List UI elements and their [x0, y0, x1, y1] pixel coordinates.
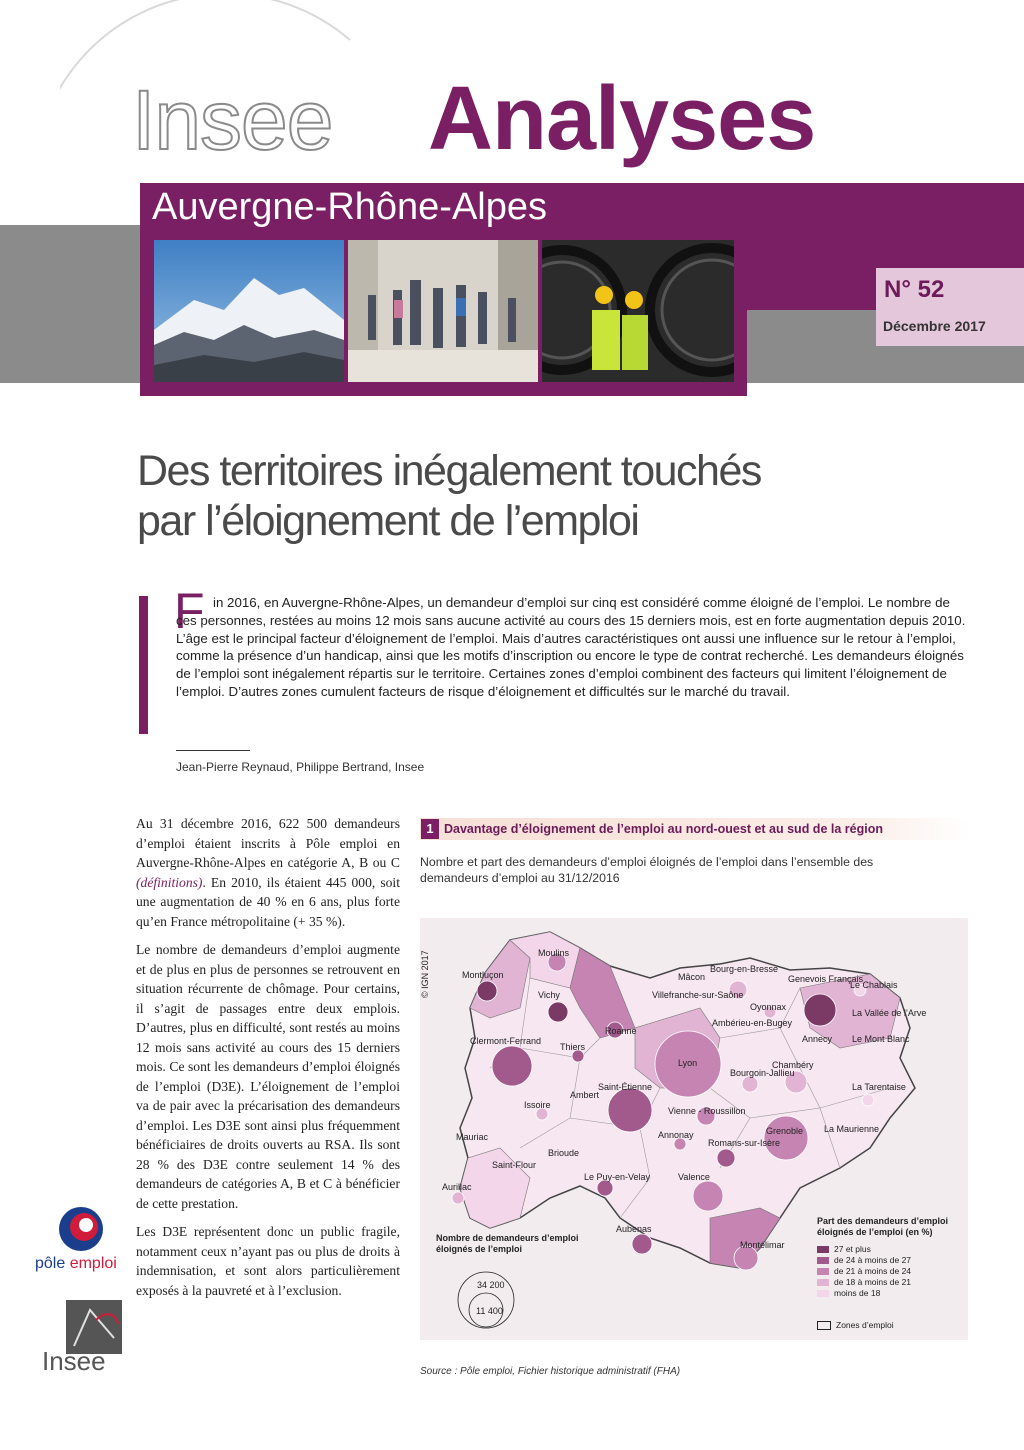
- figure-subtitle: Nombre et part des demandeurs d’emploi éloignés de l’emploi dans l’ensemble des demandeurs d’emploi au 31/12/2016: [420, 855, 874, 885]
- map-label-annonay: Annonay: [658, 1130, 694, 1140]
- map-label-bourgoin-jallieu: Bourgoin-Jallieu: [730, 1068, 795, 1078]
- map-label-la-vall-e-de-l-arve: La Vallée de l’Arve: [852, 1008, 927, 1018]
- share-legend-row: [817, 1244, 871, 1254]
- map-label-le-puy-en-velay: Le Puy-en-Velay: [584, 1172, 651, 1182]
- circle-romans: [717, 1149, 735, 1167]
- map-label-mont-limar: Montélimar: [740, 1240, 785, 1250]
- issue-date: Décembre 2017: [883, 318, 986, 334]
- map-label-le-chablais: Le Chablais: [850, 980, 898, 990]
- region-name: Auvergne-Rhône-Alpes: [152, 186, 548, 228]
- map-label-montlu-on: Montluçon: [462, 970, 504, 980]
- circle-bourgoin: [742, 1076, 758, 1092]
- map-label-mauriac: Mauriac: [456, 1132, 489, 1142]
- count-legend-title: Nombre de demandeurs d’emploi éloignés de l’emploi: [436, 1233, 579, 1254]
- circle-le-puy: [597, 1180, 613, 1196]
- map-label-villefranche-sur-sa-ne: Villefranche-sur-Saône: [652, 990, 744, 1000]
- map-label-roanne: Roanne: [605, 1026, 637, 1036]
- share-legend-row: [817, 1288, 880, 1298]
- workers-photo: [542, 240, 734, 382]
- share-legend-title: Part des demandeurs d’emploi éloignés de l’emploi (en %): [817, 1216, 949, 1237]
- map-label-aubenas: Aubenas: [616, 1224, 652, 1234]
- map-label-ambert: Ambert: [570, 1090, 600, 1100]
- share-legend-swatch: [817, 1268, 829, 1275]
- map-label-oyonnax: Oyonnax: [750, 1002, 787, 1012]
- circle-annecy: [804, 994, 836, 1026]
- circle-valence: [693, 1181, 723, 1211]
- title-line-2: par l’éloignement de l’emploi: [137, 497, 639, 545]
- share-legend-label: moins de 18: [834, 1288, 881, 1298]
- map-label-grenoble: Grenoble: [766, 1126, 804, 1136]
- share-legend-swatch: [817, 1257, 829, 1264]
- brand-insee: Insee: [132, 73, 333, 167]
- map-copyright: © IGN 2017: [420, 950, 430, 998]
- map-label-moulins: Moulins: [538, 948, 570, 958]
- author-divider: [176, 750, 250, 751]
- title-line-1: Des territoires inégalement touchés: [137, 447, 761, 495]
- circle-clermont: [492, 1046, 532, 1086]
- share-legend-row: [817, 1277, 911, 1287]
- body-paragraph-1: Au 31 décembre 2016, 622 500 demandeurs d’emploi étaient inscrits à Pôle emploi en Auvergne-Rhône-Alpes en catégorie A, B ou C (définitions). En 2010, ils étaient 445 000, soit une augmentation de 40 % en 6 ans, plus forte qu’en France métropolitaine (+ 35 %).: [136, 816, 400, 929]
- definitions-link[interactable]: (définitions): [136, 874, 203, 890]
- lead-accent-bar: [139, 596, 148, 734]
- circle-montlucon: [477, 981, 497, 1001]
- figure-source: Source : Pôle emploi, Fichier historique administratif (FHA): [420, 1366, 681, 1377]
- pole-emploi-wordmark: pôle emploi: [35, 1255, 117, 1272]
- map-label-genevois-fran-ais: Genevois Français: [788, 974, 864, 984]
- figure-number: 1: [421, 819, 439, 839]
- map-label-amb-rieu-en-bugey: Ambérieu-en-Bugey: [712, 1018, 793, 1028]
- map-label-valence: Valence: [678, 1172, 710, 1182]
- article-title: [137, 446, 761, 546]
- map-label-annecy: Annecy: [802, 1034, 833, 1044]
- issue-number: N° 52: [884, 276, 945, 303]
- map-label-vienne-roussillon: Vienne - Roussillon: [668, 1106, 746, 1116]
- authors: Jean-Pierre Reynaud, Philippe Bertrand, Insee: [176, 760, 425, 774]
- share-legend-swatch: [817, 1279, 829, 1286]
- brand-analyses: Analyses: [428, 69, 816, 169]
- share-legend-label: de 24 à moins de 27: [834, 1255, 912, 1265]
- map-label-la-maurienne: La Maurienne: [824, 1124, 880, 1134]
- map-label-issoire: Issoire: [524, 1100, 551, 1110]
- map-label-saint-tienne: Saint-Étienne: [598, 1082, 653, 1092]
- body-text: [136, 814, 400, 1309]
- map-label-la-tarentaise: La Tarentaise: [852, 1082, 906, 1092]
- map-label-aurillac: Aurillac: [442, 1182, 472, 1192]
- map-label-clermont-ferrand: Clermont-Ferrand: [470, 1036, 542, 1046]
- map-label-m-con: Mâcon: [678, 972, 706, 982]
- map-label-bourg-en-bresse: Bourg-en-Bresse: [710, 964, 779, 974]
- count-legend-small-label: 11 400: [476, 1306, 503, 1316]
- insee-logo-wordmark: Insee: [42, 1346, 106, 1376]
- share-legend-label: 27 et plus: [834, 1244, 871, 1254]
- mountain-photo: [154, 240, 344, 382]
- share-legend-row: [817, 1266, 911, 1276]
- zone-legend-swatch: [817, 1321, 831, 1330]
- circle-tarentaise: [862, 1094, 874, 1106]
- lead-paragraph: in 2016, en Auvergne-Rhône-Alpes, un demandeur d’emploi sur cinq est considéré comme éloigné de l’emploi. Le nombre de ces personnes, restées au moins 12 mois sans aucune activité au cours des 15 derniers mois, est en forte augmentation depuis 2010. L’âge est le principal facteur d’éloignement de l’emploi. Mais d’autres caractéristiques ont aussi une influence sur le retour à l’emploi, comme la présence d’un handicap, ainsi que les motifs d’inscription ou encore le type de contrat recherché. Les demandeurs éloignés de l’emploi sont inégalement répartis sur le territoire. Certaines zones d’emploi combinent des facteurs qui limitent l’éloignement de l’emploi. D’autres zones cumulent facteurs de risque d’éloignement et difficultés sur le marché du travail.: [176, 595, 966, 699]
- share-legend-swatch: [817, 1290, 829, 1297]
- crowd-photo: [348, 240, 538, 382]
- share-legend-label: de 21 à moins de 24: [834, 1266, 912, 1276]
- map-label-thiers: Thiers: [560, 1042, 586, 1052]
- body-paragraph-3: Les D3E représentent donc un public fragile, notamment ceux n’ayant pas ou plus de droits à indemnisation, et sont alors particulièrement exposés à la pauvreté et à l’exclusion.: [136, 1224, 400, 1298]
- map-label-lyon: Lyon: [678, 1058, 698, 1068]
- map-label-romans-sur-is-re: Romans-sur-Isère: [708, 1138, 781, 1148]
- lead-dropcap: F: [174, 583, 205, 639]
- circle-vichy: [548, 1002, 568, 1022]
- map-label-saint-flour: Saint-Flour: [492, 1160, 537, 1170]
- count-legend-big-label: 34 200: [477, 1280, 505, 1290]
- share-legend-label: de 18 à moins de 21: [834, 1277, 912, 1287]
- share-legend-row: [817, 1255, 911, 1265]
- circle-aubenas: [632, 1234, 652, 1254]
- zone-legend: Zones d’emploi: [817, 1320, 894, 1330]
- map-label-le-mont-blanc: Le Mont Blanc: [852, 1034, 910, 1044]
- map-label-chamb-ry: Chambéry: [772, 1060, 814, 1070]
- circle-aurillac: [452, 1192, 464, 1204]
- share-legend-swatch: [817, 1246, 829, 1253]
- map-label-brioude: Brioude: [548, 1148, 580, 1158]
- circle-saint-etienne: [608, 1088, 652, 1132]
- map-label-vichy: Vichy: [538, 990, 560, 1000]
- figure-title: Davantage d’éloignement de l’emploi au nord-ouest et au sud de la région: [444, 822, 883, 836]
- body-paragraph-2: Le nombre de demandeurs d’emploi augmente et de plus en plus de personnes se retrouvent en situation récurrente de chômage. Pour certains, il s’agit de passages entre deux emplois. D’autres, plus en difficulté, sont restés au moins 12 mois sans activité au cours des 15 derniers mois. Ce sont les demandeurs d’emploi éloignés de l’emploi (D3E). L’éloignement de l’emploi va de pair avec la précarisation des demandeurs d’emploi. Les D3E sont ainsi plus fréquemment bénéficiaires de droits ouverts au RSA. Ils sont 28 % des D3E contre seulement 14 % des demandeurs de catégories A, B et C à bénéficier de cette prestation.: [136, 942, 400, 1211]
